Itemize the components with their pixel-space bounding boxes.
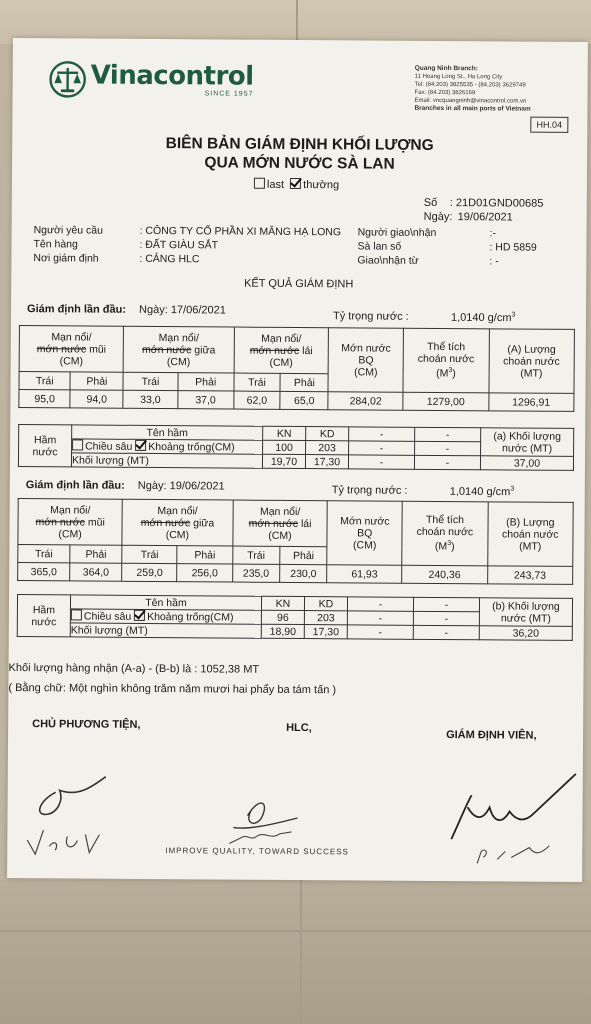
mean-draft-header: Mớn nước BQ (CM) — [328, 328, 403, 393]
tank-side-header: Hầm nước — [17, 595, 70, 637]
fore-header: Mạn nổi/ mớn nước mũi (CM) — [19, 326, 124, 373]
owner-signature — [19, 770, 140, 861]
right-col: Phải — [70, 545, 122, 563]
survey1-tank-table — [18, 424, 574, 471]
branch-line: Tel: (84.203) 3825535 - (84.203) 3629749 — [414, 81, 526, 89]
left-col: Trái — [18, 545, 70, 563]
survey2-density: 1,0140 $g/cm^3$ — [449, 485, 515, 499]
value-cell: 364,0 — [70, 563, 122, 581]
value-cell: 33,0 — [123, 390, 178, 408]
empty-cell: - — [414, 455, 480, 469]
branch-line: Branches in all main ports of Vietnam — [414, 104, 531, 113]
value-cell: 256,0 — [177, 564, 232, 582]
mass-label: Khối lượng (MT) — [71, 453, 262, 468]
branch-line: Quang Ninh Branch: — [414, 64, 478, 73]
survey1-date: Ngày: 17/06/2021 — [139, 303, 226, 317]
owner-label: CHỦ PHƯƠNG TIỆN, — [32, 718, 141, 731]
branch-line: 11 Hoang Long St., Ha Long City — [414, 73, 503, 81]
surveyor-label: GIÁM ĐỊNH VIÊN, — [446, 729, 537, 742]
right-col: Phải — [177, 546, 232, 564]
background-floor — [0, 880, 591, 1024]
from-label: Giao\nhận từ — [357, 254, 419, 267]
gap-checkbox[interactable] — [135, 440, 146, 451]
empty-cell: - — [347, 625, 413, 639]
survey2-date: Ngày: 19/06/2021 — [137, 479, 225, 493]
tile-joint — [300, 880, 302, 1024]
empty-cell: - — [347, 611, 413, 625]
kd-value: 203 — [306, 441, 349, 455]
kn-mass: 18,90 — [261, 624, 304, 638]
depth-gap-row: Chiều sâu Khoảng trống(CM) — [72, 439, 263, 454]
density-value: 1,0140 g/cm — [449, 485, 511, 499]
scales-logo-icon — [49, 60, 87, 98]
regular-checkbox[interactable] — [290, 178, 301, 189]
value-cell: 365,0 — [18, 563, 70, 581]
value-cell: 61,93 — [327, 565, 402, 584]
kn-header: KN — [261, 596, 304, 610]
tank-side-header: Hầm nước — [18, 425, 71, 467]
from-value: : - — [489, 255, 499, 268]
branch-line: Email: vncquangninh@vinacontrol.com.vn — [414, 97, 527, 105]
deliver-value: :- — [489, 227, 497, 240]
barge-value: : HD 5859 — [489, 241, 537, 254]
tile-joint — [0, 930, 591, 932]
last-checkbox[interactable] — [254, 178, 265, 189]
last-label: last — [266, 178, 285, 191]
value-cell: 243,73 — [487, 566, 573, 585]
right-col: Phải — [70, 372, 123, 390]
depth-checkbox[interactable] — [72, 439, 83, 450]
so-label: Số — [423, 196, 438, 209]
kd-mass: 17,30 — [304, 625, 347, 639]
doc-subtitle: QUA MỚN NƯỚC SÀ LAN — [204, 154, 395, 173]
summary-words: ( Bằng chữ: Một nghìn không trăm năm mươi hai phẩy ba tám tấn ) — [8, 681, 337, 697]
form-code: HH.04 — [530, 117, 568, 133]
left-col: Trái — [232, 546, 279, 564]
empty-cell: - — [349, 427, 415, 441]
depth-checkbox[interactable] — [71, 609, 82, 620]
ngay-value: 19/06/2021 — [457, 211, 513, 224]
survey1-label: Giám định lần đầu: — [27, 303, 127, 316]
aft-header: Mạn nổi/ mớn nước lái (CM) — [234, 327, 329, 374]
mean-draft-header: Mớn nước BQ (CM) — [327, 501, 402, 566]
left-col: Trái — [19, 372, 71, 390]
survey2-tank-table — [17, 594, 573, 641]
empty-cell: - — [415, 427, 481, 441]
left-col: Trái — [123, 372, 178, 390]
mid-header: Mạn nổi/ mớn nước giữa (CM) — [122, 499, 233, 546]
value-cell: 95,0 — [19, 390, 71, 408]
result-title: KẾT QUẢ GIÁM ĐỊNH — [244, 277, 354, 291]
kn-value: 100 — [263, 440, 306, 454]
tank-name-header: Tên hầm — [70, 595, 261, 610]
value-cell: 1296,91 — [488, 393, 574, 412]
survey1-density: 1,0140 $g/cm^3$ — [450, 311, 516, 325]
deliver-label: Người giao\nhận — [357, 226, 437, 239]
kn-mass: 19,70 — [262, 454, 305, 468]
survey1-density-label: Tỷ trọng nước : — [332, 310, 409, 323]
survey1-draft-table — [18, 325, 575, 412]
value-cell: 62,0 — [233, 391, 280, 409]
left-col: Trái — [122, 545, 177, 563]
volume-header: Thể tích choán nước $(M^3)$ — [403, 328, 489, 393]
kn-value: 96 — [261, 610, 304, 624]
mass-label: Khối lượng (MT) — [70, 623, 261, 638]
goods-value: : ĐẤT GIÀU SẮT — [139, 238, 219, 252]
depth-gap-row: Chiều sâu Khoảng trống(CM) — [70, 609, 261, 624]
empty-cell: - — [413, 611, 479, 625]
density-value: 1,0140 g/cm — [450, 311, 512, 325]
so-value: : 21D01GND00685 — [449, 197, 544, 210]
kd-mass: 17,30 — [305, 455, 348, 469]
value-cell: 230,0 — [280, 564, 327, 582]
empty-cell: - — [347, 597, 413, 611]
value-cell: 1279,00 — [403, 392, 488, 411]
hlc-label: HLC, — [286, 721, 312, 735]
survey2-draft-table — [17, 498, 574, 585]
ngay-label: Ngày: — [423, 210, 453, 224]
value-cell: 240,36 — [402, 565, 487, 584]
doc-title: BIÊN BẢN GIÁM ĐỊNH KHỐI LƯỢNG — [165, 135, 434, 154]
brand-since: SINCE 1957 — [204, 90, 254, 98]
empty-cell: - — [348, 455, 414, 469]
place-label: Nơi giám định — [33, 252, 99, 265]
empty-cell: - — [349, 441, 415, 455]
kd-header: KD — [304, 597, 347, 611]
vinacontrol-logo — [49, 60, 254, 99]
water-mass-header: (a) Khối lượng nước (MT) — [481, 428, 574, 457]
right-col: Phải — [280, 373, 328, 391]
left-col: Trái — [234, 373, 281, 391]
place-value: : CẢNG HLC — [139, 252, 200, 266]
branch-contact — [414, 65, 531, 114]
water-mass-value: 37,00 — [480, 456, 573, 471]
barge-label: Sà lan số — [357, 240, 402, 253]
displacement-header: (A) Lượng choán nước (MT) — [489, 329, 575, 394]
right-col: Phải — [280, 546, 327, 564]
document-page — [7, 38, 588, 882]
volume-header: Thể tích choán nước $(M^3)$ — [402, 501, 488, 566]
displacement-header: (B) Lượng choán nước (MT) — [487, 502, 573, 567]
summary-line: Khối lượng hàng nhận (A-a) - (B-b) là : 1052,38 MT — [8, 661, 260, 676]
tank-name-header: Tên hầm — [72, 425, 263, 440]
tile-joint — [296, 0, 298, 44]
aft-header: Mạn nổi/ mớn nước lái (CM) — [233, 500, 328, 547]
goods-label: Tên hàng — [33, 238, 78, 251]
mid-header: Mạn nổi/ mớn nước giữa (CM) — [123, 326, 234, 373]
kd-value: 203 — [304, 611, 347, 625]
kd-header: KD — [306, 427, 349, 441]
water-mass-value: 36,20 — [479, 626, 572, 641]
value-cell: 284,02 — [328, 392, 403, 411]
branch-line: Fax: (84.203) 3826169 — [414, 89, 476, 97]
slogan: IMPROVE QUALITY, TOWARD SUCCESS — [165, 846, 349, 857]
requester-label: Người yêu cầu — [33, 224, 104, 237]
value-cell: 94,0 — [70, 390, 123, 408]
brand-name: Vinacontrol — [90, 60, 254, 92]
survey2-density-label: Tỷ trọng nước : — [331, 484, 408, 497]
surveyor-signature — [437, 767, 578, 868]
value-cell: 235,0 — [232, 564, 279, 582]
fore-header: Mạn nổi/ mớn nước mũi (CM) — [18, 499, 123, 546]
gap-checkbox[interactable] — [134, 610, 145, 621]
empty-cell: - — [413, 625, 479, 639]
empty-cell: - — [413, 597, 479, 611]
value-cell: 65,0 — [280, 391, 328, 409]
value-cell: 37,0 — [178, 391, 234, 409]
value-cell: 259,0 — [122, 563, 177, 581]
survey2-label: Giám định lần đầu: — [25, 479, 125, 492]
water-mass-header: (b) Khối lượng nước (MT) — [479, 598, 572, 627]
requester-value: : CÔNG TY CỔ PHẦN XI MĂNG HẠ LONG — [139, 224, 342, 239]
right-col: Phải — [178, 373, 234, 391]
regular-label: thường — [303, 179, 340, 192]
option-row — [254, 178, 339, 192]
kn-header: KN — [263, 426, 306, 440]
empty-cell: - — [415, 441, 481, 455]
